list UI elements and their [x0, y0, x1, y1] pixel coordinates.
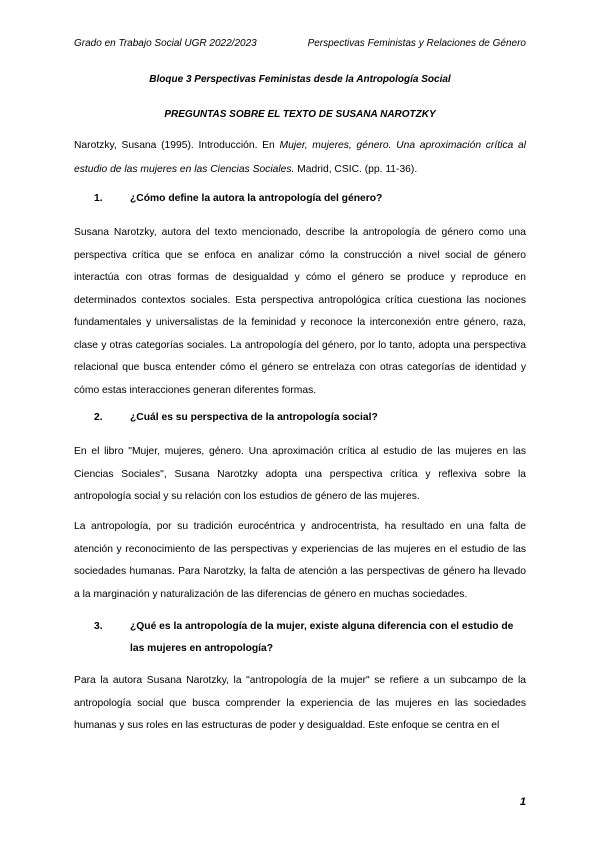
citation [74, 134, 526, 182]
citation-book-title: Mujer, mujeres, género. Una aproximación crítica al estudio de las mujeres en las Ciencias Sociales. [74, 140, 526, 175]
question-text: ¿Cómo define la autora la antropología del género? [130, 193, 383, 204]
question-3 [74, 616, 526, 660]
header-subject: Perspectivas Feministas y Relaciones de Género [307, 38, 526, 49]
question-text: ¿Cuál es su perspectiva de la antropología social? [130, 412, 378, 423]
page-number: 1 [519, 796, 526, 808]
question-1 [74, 188, 526, 210]
answer-2-paragraph-2: La antropología, por su tradición eurocéntrica y androcentrista, ha resultado en una falta de atención y reconocimiento de las perspectivas y experiencias de las mujeres en el estudio de las sociedades humanas. Para Narotzky, la falta de atención a las perspectivas de género ha llevado a la marginación y naturalización de las diferencias de género en muchas sociedades. [74, 521, 526, 600]
answer-1-paragraph: Susana Narotzky, autora del texto mencionado, describe la antropología de género como una perspectiva crítica que se enfoca en analizar cómo la construcción a nivel social de género interactúa con otras formas de desigualdad y cómo el género se produce y reproduce en determinados contextos sociales. Esta perspectiva antropológica crítica cuestiona las nociones fundamentales y universalistas de la feminidad y reconoce la interconexión entre género, raza, clase y otras categorías sociales. La antropología del género, por lo tanto, adopta una perspectiva relacional que busca entender cómo el género se entrelaza con otras categorías de identidad y cómo estas interacciones generan diferentes formas. [74, 227, 526, 396]
questions-title: PREGUNTAS SOBRE EL TEXTO DE SUSANA NAROTZKY [164, 109, 436, 120]
question-number: 2. [94, 412, 103, 423]
question-number: 3. [94, 621, 103, 632]
question-text: ¿Qué es la antropología de la mujer, existe alguna diferencia con el estudio de las mujeres en antropología? [130, 621, 514, 654]
question-number: 1. [94, 193, 103, 204]
citation-suffix: Madrid, CSIC. (pp. 11-36). [294, 164, 418, 175]
citation-prefix: Narotzky, Susana (1995). Introducción. En [74, 140, 280, 151]
header-course: Grado en Trabajo Social UGR 2022/2023 [74, 38, 257, 49]
answer-2-paragraph-1: En el libro "Mujer, mujeres, género. Una aproximación crítica al estudio de las mujeres en las Ciencias Sociales", Susana Narotzky adopta una perspectiva crítica y reflexiva sobre la antropología social y su relación con los estudios de género de las mujeres. [74, 446, 526, 502]
page-header [74, 38, 526, 49]
answer-3-paragraph: Para la autora Susana Narotzky, la "antropología de la mujer" se refiere a un subcampo de la antropología social que busca comprender la experiencia de las mujeres en las sociedades humanas y sus roles en las estructuras de poder y desigualdad. Este enfoque se centra en el [74, 675, 526, 731]
question-2 [74, 407, 526, 429]
block-title: Bloque 3 Perspectivas Feministas desde la Antropología Social [149, 74, 451, 85]
